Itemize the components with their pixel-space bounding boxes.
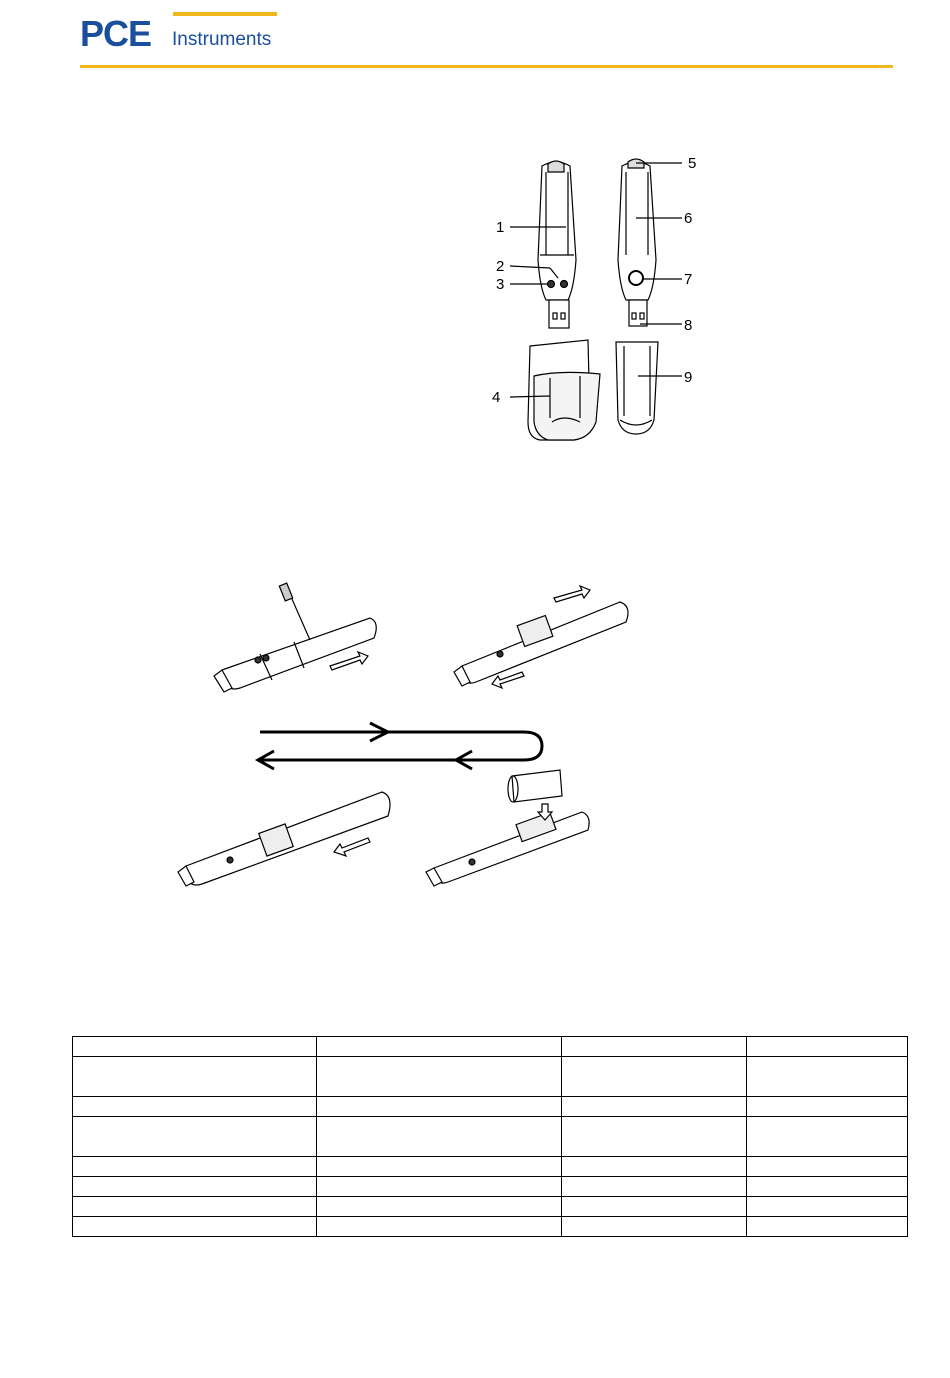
table-cell: [73, 1117, 317, 1157]
table-cell: [317, 1157, 562, 1177]
callout-1: 1: [496, 219, 505, 236]
table-cell: [562, 1097, 747, 1117]
callout-4: 4: [492, 389, 501, 406]
table-cell: [73, 1097, 317, 1117]
table-row: [73, 1217, 908, 1237]
table-cell: [317, 1057, 562, 1097]
table-cell: [73, 1057, 317, 1097]
specification-table: [72, 1036, 907, 1237]
table-row: [73, 1197, 908, 1217]
table-cell: [317, 1117, 562, 1157]
table-row: [73, 1157, 908, 1177]
table-cell: [317, 1217, 562, 1237]
table-cell: [317, 1037, 562, 1057]
table-row: [73, 1177, 908, 1197]
table-cell: [747, 1217, 908, 1237]
table-cell: [747, 1117, 908, 1157]
table-cell: [562, 1037, 747, 1057]
table-cell: [317, 1197, 562, 1217]
table-cell: [73, 1177, 317, 1197]
table-cell: [317, 1097, 562, 1117]
logo-pce-text: PCE: [80, 13, 152, 54]
callout-3: 3: [496, 276, 505, 293]
table-cell: [747, 1177, 908, 1197]
logo-instruments-text: Instruments: [172, 29, 272, 50]
table-row: [73, 1037, 908, 1057]
callout-7: 7: [684, 271, 693, 288]
callout-8: 8: [684, 317, 693, 334]
device-parts-figure: [490, 150, 710, 450]
step-insert-battery-illustration: [426, 770, 589, 886]
callout-5: 5: [688, 155, 697, 172]
table-cell: [562, 1117, 747, 1157]
table-cell: [73, 1197, 317, 1217]
step-open-device-illustration: [214, 583, 376, 692]
table-cell: [747, 1037, 908, 1057]
table-cell: [562, 1197, 747, 1217]
callout-6: 6: [684, 210, 693, 227]
callout-9: 9: [684, 369, 693, 386]
battery-replacement-figure: [170, 580, 640, 890]
table-cell: [747, 1097, 908, 1117]
table-row: [73, 1097, 908, 1117]
grid-table: [72, 1036, 908, 1237]
table-cell: [747, 1157, 908, 1177]
step-close-housing-illustration: [178, 792, 390, 886]
table-cell: [747, 1057, 908, 1097]
table-cell: [73, 1157, 317, 1177]
table-cell: [562, 1157, 747, 1177]
table-cell: [317, 1177, 562, 1197]
callout-2: 2: [496, 258, 505, 275]
table-cell: [73, 1037, 317, 1057]
table-row: [73, 1057, 908, 1097]
logo-accent-bar: [173, 12, 277, 16]
header-rule: [80, 65, 893, 68]
table-cell: [562, 1217, 747, 1237]
table-cell: [73, 1217, 317, 1237]
table-cell: [562, 1057, 747, 1097]
pce-logo: [80, 8, 280, 54]
table-row: [73, 1117, 908, 1157]
step-slide-housing-illustration: [454, 586, 628, 688]
table-cell: [562, 1177, 747, 1197]
table-cell: [747, 1197, 908, 1217]
